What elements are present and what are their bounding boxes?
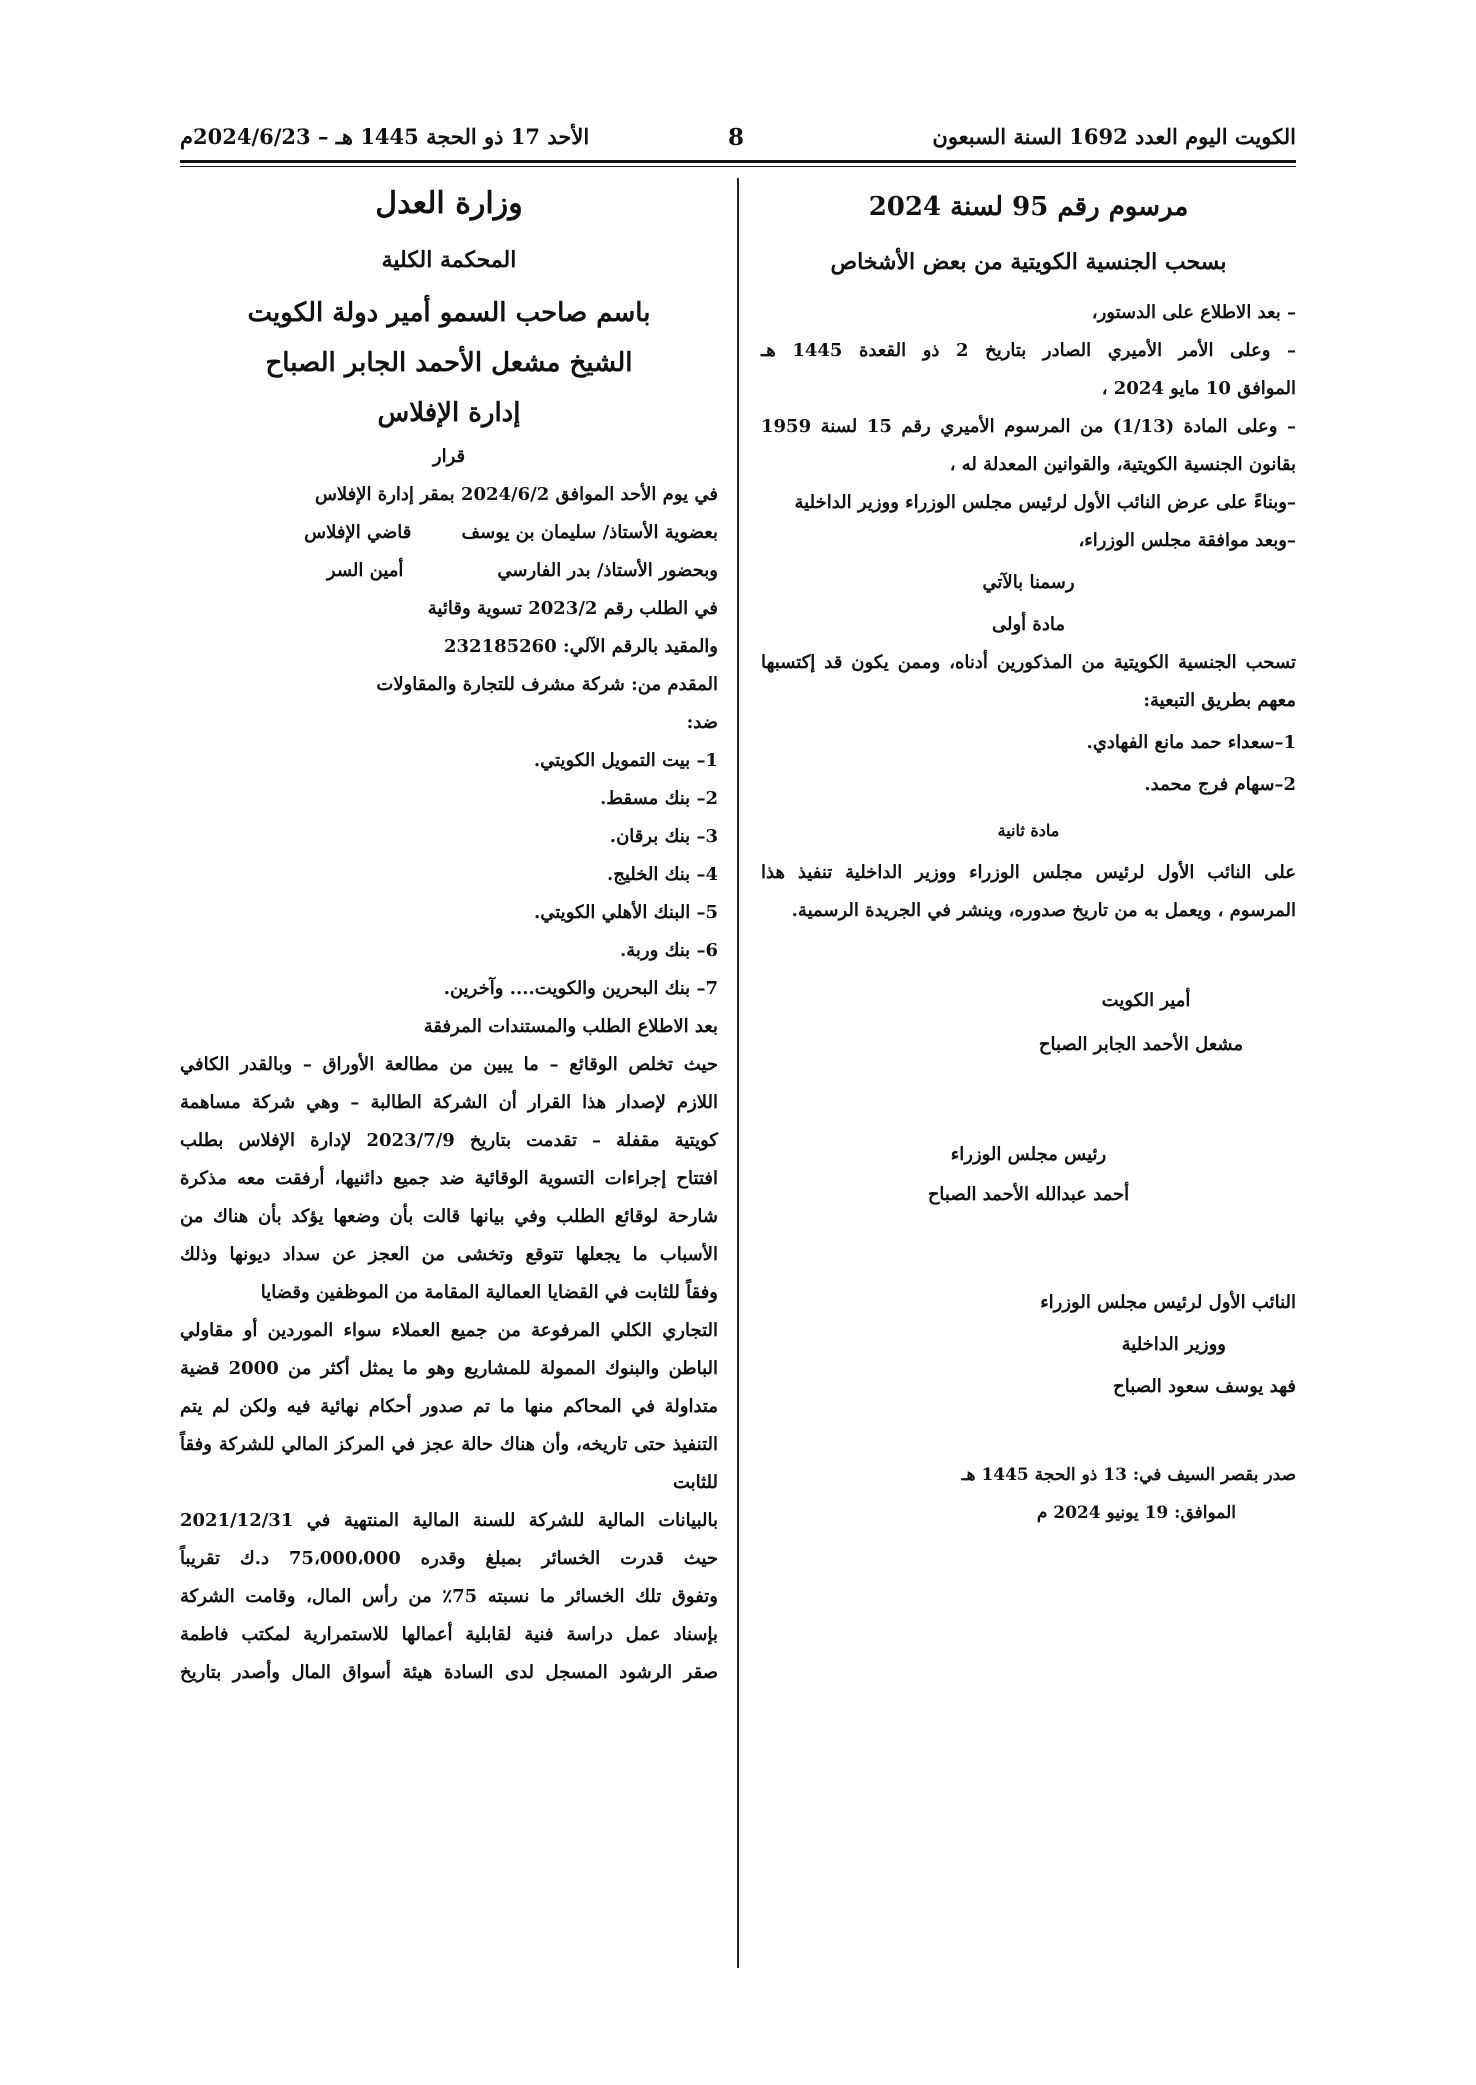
person-item: 2–سهام فرج محمد. bbox=[1144, 774, 1296, 795]
preamble-line: – بعد الاطلاع على الدستور، bbox=[1091, 302, 1296, 323]
body-line: بإسناد عمل دراسة فنية لقابلية أعمالها للاستمرارية لمكتب فاطمة bbox=[180, 1624, 718, 1645]
body-line: متداولة في المحاكم منها ما تم صدور أحكام نهائية فيه ولكن لم يتم bbox=[180, 1396, 718, 1417]
dpm-name: فهد يوسف سعود الصباح bbox=[1113, 1376, 1296, 1397]
article1-line: تسحب الجنسية الكويتية من المذكورين أدناه، وممن يكون قد إكتسبها bbox=[761, 652, 1296, 673]
corresponding-date: الموافق: 19 يونيو 2024 م bbox=[1036, 1503, 1236, 1523]
decision-heading: قرار bbox=[432, 446, 466, 467]
article2-title: مادة ثانية bbox=[997, 821, 1060, 840]
pm-title: رئيس مجلس الوزراء bbox=[950, 1144, 1107, 1165]
body-line: الباطن والبنوك الممولة للمشاريع وهو ما يمثل أكثر من 2000 قضية bbox=[180, 1358, 719, 1379]
ministry-column bbox=[180, 178, 718, 1692]
preamble-line: –وبناءً على عرض النائب الأول لرئيس مجلس الوزراء ووزير الداخلية bbox=[794, 492, 1296, 513]
defendant-item: 5– البنك الأهلي الكويتي. bbox=[533, 902, 718, 923]
header-date: الأحد 17 ذو الحجة 1445 هـ – 2024/6/23م bbox=[180, 124, 590, 149]
article2-line: على النائب الأول لرئيس مجلس الوزراء ووزير الداخلية تنفيذ هذا bbox=[761, 862, 1296, 883]
session-line: في يوم الأحد الموافق 2024/6/2 بمقر إدارة الإفلاس bbox=[314, 484, 718, 505]
department-name: إدارة الإفلاس bbox=[377, 398, 521, 428]
preamble-line: بقانون الجنسية الكويتية، والقوانين المعدلة له ، bbox=[949, 454, 1296, 475]
body-line: وتفوق تلك الخسائر ما نسبته 75٪ من رأس المال، وقامت الشركة bbox=[180, 1586, 718, 1607]
pm-name: أحمد عبدالله الأحمد الصباح bbox=[927, 1184, 1130, 1205]
defendant-item: 7– بنك البحرين والكويت.... وآخرين. bbox=[443, 978, 718, 999]
session-line: ضد: bbox=[686, 712, 718, 733]
in-name-line: باسم صاحب السمو أمير دولة الكويت bbox=[247, 298, 651, 328]
decreed-heading: رسمنا بالآتي bbox=[982, 572, 1075, 593]
article2-line: المرسوم ، ويعمل به من تاريخ صدوره، وينشر في الجريدة الرسمية. bbox=[791, 900, 1296, 921]
header-rule-bottom bbox=[180, 166, 1296, 167]
defendant-item: 3– بنك برقان. bbox=[609, 826, 718, 847]
preamble-line: – وعلى المادة (1/13) من المرسوم الأميري رقم 15 لسنة 1959 bbox=[761, 416, 1296, 437]
body-line: للثابت bbox=[672, 1472, 718, 1493]
body-line: التنفيذ حتى تاريخه، وأن هناك حالة عجز في المركز المالي للشركة وفقاً bbox=[180, 1434, 718, 1455]
preamble-line: –وبعد موافقة مجلس الوزراء، bbox=[1078, 530, 1296, 551]
body-line: صقر الرشود المسجل لدى السادة هيئة أسواق المال وأصدر بتاريخ bbox=[180, 1662, 718, 1683]
defendant-item: 2– بنك مسقط. bbox=[600, 788, 718, 809]
session-line: والمقيد بالرقم الآلي: 232185260 bbox=[444, 636, 718, 657]
session-line: وبحضور الأستاذ/ بدر الفارسي أمين السر bbox=[326, 560, 718, 581]
page-number: 8 bbox=[728, 124, 745, 151]
amir-title: أمير الكويت bbox=[1101, 990, 1191, 1011]
court-name: المحكمة الكلية bbox=[381, 247, 517, 273]
ministry-title: وزارة العدل bbox=[375, 186, 523, 221]
person-item: 1–سعداء حمد مانع الفهادي. bbox=[1086, 732, 1296, 753]
defendant-item: 6– بنك وربة. bbox=[620, 940, 718, 961]
body-line: الأسباب ما يجعلها تتوقع وتخشى من العجز عن سداد ديونها وذلك bbox=[180, 1244, 718, 1265]
dpm-title: النائب الأول لرئيس مجلس الوزراء bbox=[1040, 1292, 1296, 1313]
decree-column bbox=[761, 178, 1296, 1532]
body-line: شارحة لوقائع الطلب وفي بيانها قالت بأن وضعها يؤكد بأن هناك من bbox=[180, 1206, 718, 1227]
body-line: التجاري الكلي المرفوعة من جميع العملاء سواء الموردين أو مقاولي bbox=[180, 1320, 718, 1341]
decree-subtitle: بسحب الجنسية الكويتية من بعض الأشخاص bbox=[830, 249, 1227, 275]
session-line: المقدم من: شركة مشرف للتجارة والمقاولات bbox=[376, 674, 718, 695]
session-line: في الطلب رقم 2023/2 تسوية وقائية bbox=[427, 598, 718, 619]
header-issue: الكويت اليوم العدد 1692 السنة السبعون bbox=[932, 124, 1296, 149]
after-review-line: بعد الاطلاع الطلب والمستندات المرفقة bbox=[423, 1016, 718, 1037]
body-line: اللازم لإصدار هذا القرار أن الشركة الطالبة – وهي شركة مساهمة bbox=[180, 1092, 718, 1113]
body-line: بالبيانات المالية للشركة للسنة المالية المنتهية في 2021/12/31 bbox=[180, 1510, 718, 1531]
header-rule-top bbox=[180, 160, 1296, 163]
body-line: حيث تخلص الوقائع – ما يبين من مطالعة الأوراق – وبالقدر الكافي bbox=[180, 1054, 718, 1075]
body-line: افتتاح إجراءات التسوية الوقائية ضد جميع دائنيها، أرفقت معه مذكرة bbox=[180, 1168, 718, 1189]
issued-date: صدر بقصر السيف في: 13 ذو الحجة 1445 هـ bbox=[961, 1465, 1296, 1485]
amir-name: مشعل الأحمد الجابر الصباح bbox=[1038, 1034, 1244, 1055]
session-line: بعضوية الأستاذ/ سليمان بن يوسف قاضي الإفلاس bbox=[304, 522, 718, 543]
article1-title: مادة أولى bbox=[991, 614, 1066, 635]
body-line: حيث قدرت الخسائر بمبلغ وقدره 75،000،000 د.ك تقريباً bbox=[180, 1548, 719, 1569]
column-divider bbox=[737, 178, 739, 1968]
sheikh-line: الشيخ مشعل الأحمد الجابر الصباح bbox=[265, 348, 633, 378]
defendant-item: 4– بنك الخليج. bbox=[606, 864, 718, 885]
decree-title: مرسوم رقم 95 لسنة 2024 bbox=[868, 192, 1189, 222]
body-line: وفقاً للثابت في القضايا العمالية المقامة من الموظفين وقضايا bbox=[260, 1282, 718, 1303]
body-line: كويتية مقفلة – تقدمت بتاريخ 2023/7/9 لإدارة الإفلاس بطلب bbox=[180, 1130, 718, 1151]
dpm-title-2: ووزير الداخلية bbox=[1121, 1334, 1226, 1355]
preamble-line: – وعلى الأمر الأميري الصادر بتاريخ 2 ذو القعدة 1445 هـ bbox=[761, 340, 1296, 361]
article1-line: معهم بطريق التبعية: bbox=[1143, 690, 1296, 711]
defendant-item: 1– بيت التمويل الكويتي. bbox=[533, 750, 718, 771]
preamble-line: الموافق 10 مايو 2024 ، bbox=[1101, 378, 1296, 399]
